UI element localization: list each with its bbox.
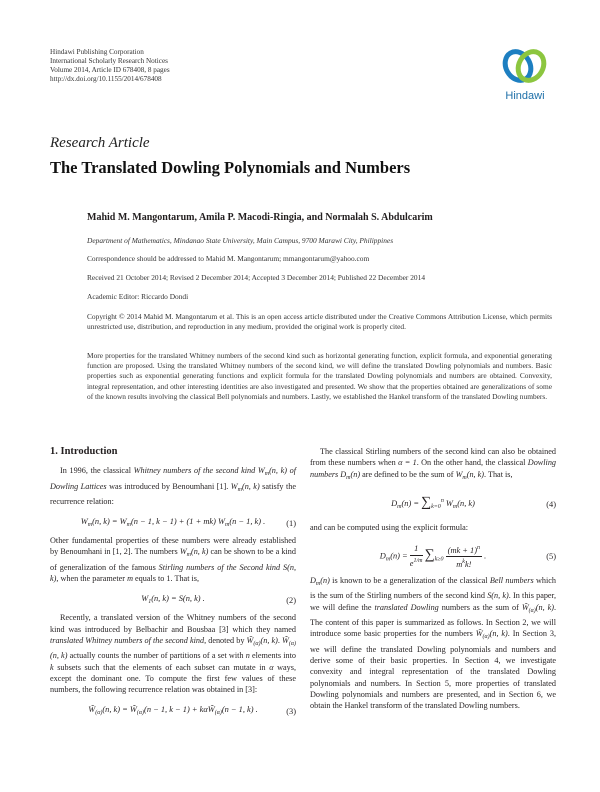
hindawi-logo bbox=[493, 41, 557, 105]
abstract: More properties for the translated Whitney numbers of the second kind such as horizontal generating function, explicit formula, and exponential generating function are proposed. Using the translated Whitney numbers of the second kind, we will define the translated Dowling polynomials and numbers. Basic properties such as exponential generating functions and explicit formula for the translated Dowling polynomials and numbers are obtained. Convexity, integral representation, and other interesting identities are also investigated and presented. We show that the properties obtained are generalizations of some of the known results involving the classical Bell polynomials and numbers. Lastly, we established the Hankel transform of the translated Dowling numbers. bbox=[87, 351, 552, 401]
correspondence: Correspondence should be addressed to Mahid M. Mangontarum; mmangontarum@yahoo.com bbox=[87, 254, 370, 263]
dates: Received 21 October 2014; Revised 2 December 2014; Accepted 3 December 2014; Published 22 December 2014 bbox=[87, 273, 426, 282]
equation-3: $W̃_{(\alpha)}(n$, $k) = W̃_{(\alpha)}(n - 1$, $k - 1) + k\alpha W̃_{(\alpha)}(n - 1$, k) . (3) bbox=[88, 704, 296, 716]
volume-info: Volume 2014, Article ID 678408, 8 pages bbox=[50, 66, 170, 74]
article-type: Research Article bbox=[50, 135, 150, 151]
copyright: Copyright © 2014 Mahid M. Mangontarum et al. This is an open access article distributed under the Creative Commons Attribution License, which permits unrestricted use, distribution, and reproduction in any medium, provided the original work is properly cited. bbox=[87, 312, 552, 332]
affiliation: Department of Mathematics, Mindanao State University, Main Campus, 9700 Marawi City, Philippines bbox=[87, 236, 394, 245]
right-column bbox=[310, 446, 556, 715]
authors: Mahid M. Mangontarum, Amila P. Macodi-Ringia, and Normalah S. Abdulcarim bbox=[87, 212, 433, 223]
paragraph-summary: $D_m(n)$ is known to be a generalization of the classical Bell numbers which is the sum of the Stirling numbers of the second kind S(n, k). In this paper, we will define the translated Dowling numbers as the sum of $W̃_{(\alpha)}(n$, k). The content of this paper is summarized as follows. In Section 2, we will introduce some basic properties for the numbers $W̃_{(\alpha)}(n$, k). In Section 3, we will define the translated Dowling polynomials and numbers and derive some of their basic properties. In Section 4, we investigate convexity and integral representation of the translated Dowling polynomials and numbers. In Section 5, more properties of translated Dowling polynomials and numbers are presented, and in Section 6, we obtain the Hankel transform of the translated Dowling numbers. bbox=[310, 576, 556, 711]
equation-1: $W_m(n$, $k) = W_m(n - 1$, k − 1) + (1 + mk) $W_m(n - 1$, k) . (1) bbox=[80, 516, 296, 528]
academic-editor: Academic Editor: Riccardo Dondi bbox=[87, 292, 189, 301]
equation-5: $D_m(n)$ = $\frac{1}{e^{1/m}}$ $\sum_{k\ge 0}$ (mk + 1)$^n$ $m^kk$! . (5) bbox=[379, 544, 556, 569]
paper-title: The Translated Dowling Polynomials and Numbers bbox=[50, 158, 411, 177]
journal-name: International Scholarly Research Notices bbox=[50, 57, 168, 65]
paragraph-translated: Recently, a translated version of the Whitney numbers of the second kind was introduced by Belbachir and Bousbaa [3] which they named translated Whitney numbers of the second kind, denoted by $W̃_{(\alpha)}(n$, k). $W̃_{(\alpha)}(n$, k) actually counts the number of partitions of a set with n elements into k subsets such that the elements of each subset can mutate in α ways, except the dominant one. To compute the first few values of these numbers, the following recurrence relation was obtained in [3]: bbox=[50, 613, 297, 695]
equation-2: $W_1(n$, k) = S(n, k) . (2) bbox=[141, 593, 296, 605]
paragraph-explicit: and can be computed using the explicit formula: bbox=[310, 522, 469, 532]
section-heading: 1. Introduction bbox=[50, 446, 118, 457]
equation-4: $D_m(n) = \sum_{k=0}^n$ $W_m(n$, k) (4) bbox=[391, 495, 556, 511]
hindawi-logo-icon bbox=[493, 41, 557, 105]
publisher: Hindawi Publishing Corporation bbox=[50, 48, 144, 56]
logo-text: Hindawi bbox=[505, 90, 545, 102]
paragraph-fundamental: Other fundamental properties of these numbers were already established by Benoumhani in [1, 2]. The numbers $W_m(n$, k) can be shown to be a kind of generalization of the famous Stirling numbers of the Second kind S(n, k), when the parameter m equals to 1. That is, bbox=[50, 536, 296, 584]
header-meta bbox=[50, 48, 170, 84]
doi-link[interactable]: http://dx.doi.org/10.1155/2014/678408 bbox=[50, 75, 162, 83]
paragraph-intro: In 1996, the classical Whitney numbers of the second kind $W_m(n$, k) of Dowling Lattices was introduced by Benoumhani [1]. $W_m(n$, k) satisfy the recurrence relation: bbox=[50, 466, 297, 506]
left-column bbox=[50, 446, 296, 723]
paragraph-dowling-def: The classical Stirling numbers of the second kind can also be obtained from these numbers when α = 1. On the other hand, the classical Dowling numbers $D_m(n)$ are defined to be the sum of $W_m(n$, k). That is, bbox=[310, 447, 557, 481]
